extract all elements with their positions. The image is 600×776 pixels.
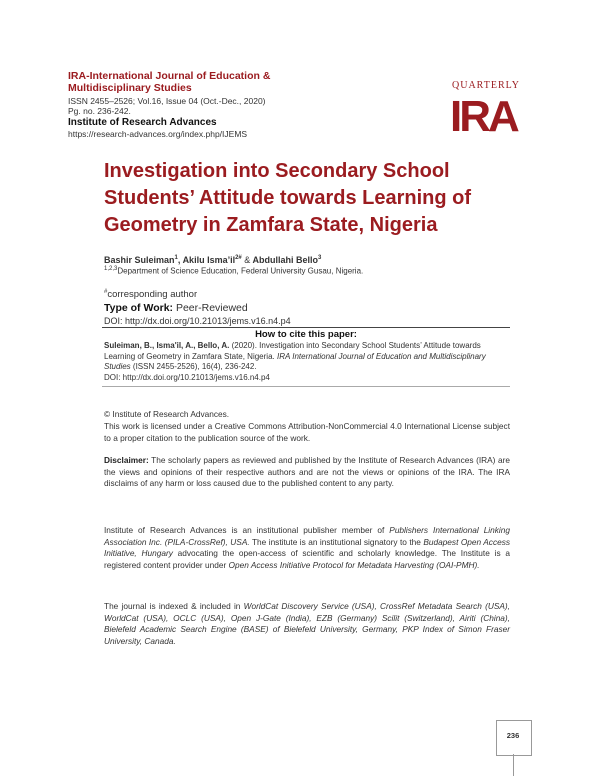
indexing-intro: The journal is indexed & included in (104, 601, 241, 611)
type-of-work (104, 302, 248, 314)
author-list (104, 255, 321, 265)
publisher-text: advocating the open-access of scientific and scholarly knowledge. The Institute is a registered content provider under (104, 548, 510, 570)
affiliation-text: Department of Science Education, Federal University Gusau, Nigeria. (117, 266, 364, 276)
publisher-oai: Open Access Initiative Protocol for Metadata Harvesting (OAI-PMH). (228, 559, 480, 570)
issn-line: ISSN 2455–2526; Vol.16, Issue 04 (Oct.-Dec., 2020) (68, 96, 266, 106)
author-name: Akilu Isma’il (182, 255, 236, 265)
article-title: Investigation into Secondary School Students’ Attitude towards Learning of Geometry in Zamfara State, Nigeria (104, 160, 472, 236)
copyright-line: © Institute of Research Advances. (104, 409, 230, 419)
affiliation-sup: 1,2,3 (104, 266, 118, 272)
affiliation (104, 266, 363, 276)
author-name: Bashir Suleiman (104, 255, 175, 265)
institute-name: Institute of Research Advances (68, 117, 217, 128)
corresponding-author-note (104, 289, 197, 300)
publisher-text: The institute is an institutional signatory to the (251, 536, 421, 547)
indexing-paragraph (104, 601, 510, 647)
author-sup: 2# (235, 255, 242, 261)
disclaimer-text: The scholarly papers as reviewed and published by the Institute of Research Advances (IRA) are the views and opinions of their respective authors and are not the views or opinions of the IRA. The IRA disclaims of any harm or loss caused due to the published content to any party. (104, 455, 510, 489)
ira-logo-text: IRA (450, 95, 517, 135)
type-value: Peer-Reviewed (175, 302, 248, 314)
corresponding-label: corresponding author (107, 289, 198, 301)
license-text: This work is licensed under a Creative Commons Attribution-NonCommercial 4.0 International License subject to a proper citation to the publication source of the work. (104, 421, 510, 443)
publisher-text: Institute of Research Advances is an institutional publisher member of (104, 525, 385, 535)
citation-journal: IRA International Journal of Education and Multidisciplinary Studies (104, 351, 486, 371)
author-ampersand: & (244, 255, 251, 265)
disclaimer-label: Disclaimer: (104, 455, 149, 465)
citation-text (104, 341, 508, 383)
author-separator: , (177, 255, 181, 265)
journal-url[interactable]: https://research-advances.org/index.php/IJEMS (68, 129, 248, 139)
publisher-budapest: Budapest Open Access Initiative, Hungary (104, 536, 510, 559)
author-name: Abdullahi Bello (252, 255, 318, 265)
publisher-paragraph (104, 525, 510, 571)
journal-name: IRA-International Journal of Education & Multidisciplinary Studies (68, 70, 271, 94)
citation-doi[interactable]: DOI: http://dx.doi.org/10.21013/jems.v16.n4.p4 (104, 372, 270, 382)
publisher-crossref: Publishers International Linking Association Inc. (PILA-CrossRef), USA. (104, 525, 510, 547)
citation-box (102, 327, 510, 387)
citation-heading: How to cite this paper: (255, 329, 357, 340)
quarterly-label: QUARTERLY (452, 80, 520, 91)
citation-authors: Suleiman, B., Isma'il, A., Bello, A. (104, 341, 230, 350)
disclaimer (104, 455, 510, 490)
author-sup: 1 (174, 255, 178, 261)
author-sup: 3 (318, 255, 322, 261)
ira-logo (450, 95, 520, 135)
corresponding-mark: # (104, 289, 108, 295)
citation-issn: (ISSN 2455-2526), 16(4), 236-242. (132, 362, 257, 371)
page-number: 236 (506, 731, 520, 740)
doi-line[interactable]: DOI: http://dx.doi.org/10.21013/jems.v16.n4.p4 (104, 316, 291, 326)
citation-title: (2020). Investigation into Secondary School Students’ Attitude towards Learning of Geometry in Zamfara State, Nigeria. (104, 341, 481, 361)
pages-line: Pg. no. 236-242. (68, 106, 131, 116)
indexing-list: WorldCat Discovery Service (USA), CrossRef Metadata Search (USA), WorldCat (USA), OCLC (USA), Open J-Gate (India), EZB (Germany) Scilit (Switzerland), Airiti (China), Bielefeld Academic Search Engine (BASE) of Bielefeld University, Germany, PKP Index of Simon Fraser University, Canada. (104, 601, 510, 646)
type-label: Type of Work: (104, 302, 174, 314)
page-number-rule (513, 754, 514, 776)
